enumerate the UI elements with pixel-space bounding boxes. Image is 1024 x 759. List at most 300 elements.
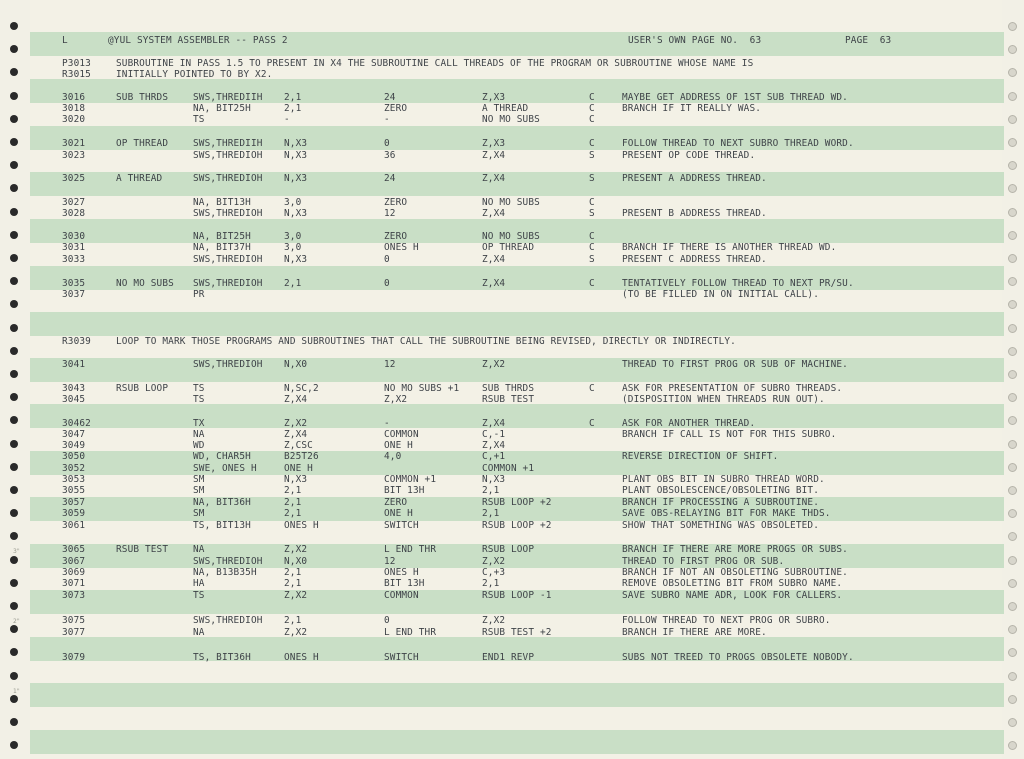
line-number: 3067 [62,556,86,567]
opcode-field: SM [193,485,205,496]
comment-field: BRANCH IF THERE ARE MORE PROGS OR SUBS. [622,544,848,555]
right-feed-hole [1008,463,1017,472]
line-number: 3050 [62,451,86,462]
line-number: 3059 [62,508,86,519]
line-number: 3028 [62,208,86,219]
left-tractor-margin [0,0,30,759]
opcode-field: WD, CHAR5H [193,451,251,462]
operand-c: Z,X3 [482,138,506,149]
opcode-field: NA [193,544,205,555]
right-feed-hole [1008,254,1017,263]
line-number: 3049 [62,440,86,451]
left-feed-hole [10,324,18,332]
left-feed-hole [10,231,18,239]
operand-c: NO MO SUBS [482,231,540,242]
comment-field: REVERSE DIRECTION OF SHIFT. [622,451,779,462]
operand-c: C,-1 [482,429,506,440]
flag-column: C [589,114,595,125]
operand-a: 3,0 [284,197,302,208]
operand-b: 36 [384,150,396,161]
flag-column: C [589,383,595,394]
comment-field: SHOW THAT SOMETHING WAS OBSOLETED. [622,520,820,531]
left-feed-hole [10,416,18,424]
operand-a: ONES H [284,520,319,531]
line-number: 3075 [62,615,86,626]
right-tractor-margin [1002,0,1024,759]
line-number: 3020 [62,114,86,125]
left-feed-hole [10,254,18,262]
right-feed-hole [1008,115,1017,124]
line-number: R3039 [62,336,91,347]
margin-mark-3in: 3" [13,548,20,555]
margin-mark-1in: 1" [13,688,20,695]
operand-b: BIT 13H [384,485,425,496]
left-feed-hole [10,579,18,587]
left-feed-hole [10,370,18,378]
line-number: 3023 [62,150,86,161]
remark-text: LOOP TO MARK THOSE PROGRAMS AND SUBROUTINES THAT CALL THE SUBROUTINE BEING REVISED, DIRECTLY OR INDIRECTLY. [116,336,736,347]
right-feed-hole [1008,231,1017,240]
opcode-field: TS [193,383,205,394]
operand-a: Z,X2 [284,590,308,601]
line-number: 3073 [62,590,86,601]
comment-field: BRANCH IF CALL IS NOT FOR THIS SUBRO. [622,429,837,440]
comment-field: FOLLOW THREAD TO NEXT SUBRO THREAD WORD. [622,138,854,149]
comment-field: PRESENT C ADDRESS THREAD. [622,254,767,265]
right-feed-hole [1008,440,1017,449]
operand-b: SWITCH [384,520,419,531]
operand-a: N,X3 [284,474,308,485]
opcode-field: TS [193,394,205,405]
operand-b: COMMON +1 [384,474,437,485]
opcode-field: NA [193,627,205,638]
operand-a: Z,X2 [284,544,308,555]
operand-a: N,X0 [284,556,308,567]
operand-c: RSUB LOOP +2 [482,497,552,508]
opcode-field: SWS,THREDIOH [193,208,263,219]
operand-b: 0 [384,138,390,149]
left-feed-hole [10,509,18,517]
opcode-field: SWS,THREDIOH [193,556,263,567]
opcode-field: SWS,THREDIOH [193,150,263,161]
flag-column: S [589,173,595,184]
left-feed-hole [10,532,18,540]
operand-c: Z,X4 [482,208,506,219]
right-feed-hole [1008,695,1017,704]
opcode-field: SWS,THREDIOH [193,173,263,184]
assembler-title: @YUL SYSTEM ASSEMBLER -- PASS 2 [108,35,288,46]
operand-c: SUB THRDS [482,383,535,394]
opcode-field: SWS,THREDIOH [193,278,263,289]
left-feed-hole [10,347,18,355]
flag-column: S [589,208,595,219]
left-feed-hole [10,486,18,494]
left-feed-hole [10,22,18,30]
left-feed-hole [10,625,18,633]
line-number: 3077 [62,627,86,638]
operand-b: 0 [384,254,390,265]
operand-c: RSUB TEST +2 [482,627,552,638]
operand-c: Z,X4 [482,418,506,429]
comment-field: BRANCH IF THERE IS ANOTHER THREAD WD. [622,242,837,253]
opcode-field: NA, BIT25H [193,231,251,242]
left-feed-hole [10,115,18,123]
right-feed-hole [1008,486,1017,495]
operand-a: - [284,114,290,125]
operand-c: Z,X3 [482,92,506,103]
remark-text: INITIALLY POINTED TO BY X2. [116,69,273,80]
line-number: 3061 [62,520,86,531]
operand-b: 24 [384,173,396,184]
comment-field: ASK FOR PRESENTATION OF SUBRO THREADS. [622,383,843,394]
location-label: OP THREAD [116,138,169,149]
comment-field: PLANT OBS BIT IN SUBRO THREAD WORD. [622,474,825,485]
operand-c: Z,X4 [482,278,506,289]
comment-field: PRESENT OP CODE THREAD. [622,150,756,161]
operand-c: A THREAD [482,103,529,114]
operand-b: ZERO [384,103,408,114]
operand-a: N,X3 [284,138,308,149]
operand-a: Z,X2 [284,418,308,429]
operand-c: RSUB TEST [482,394,535,405]
operand-b: 12 [384,208,396,219]
greenbar-band [30,126,1004,150]
comment-field: REMOVE OBSOLETING BIT FROM SUBRO NAME. [622,578,843,589]
line-number: 3069 [62,567,86,578]
operand-c: END1 REVP [482,652,535,663]
operand-b: 12 [384,359,396,370]
operand-b: ONE H [384,508,413,519]
comment-field: SAVE OBS-RELAYING BIT FOR MAKE THDS. [622,508,831,519]
opcode-field: HA [193,578,205,589]
right-feed-hole [1008,532,1017,541]
opcode-field: SWS,THREDIOH [193,615,263,626]
operand-a: Z,X4 [284,429,308,440]
right-feed-hole [1008,45,1017,54]
location-label: RSUB LOOP [116,383,169,394]
opcode-field: TS [193,590,205,601]
operand-c: N,X3 [482,474,506,485]
right-feed-hole [1008,741,1017,750]
operand-b: 24 [384,92,396,103]
operand-b: ONES H [384,567,419,578]
right-feed-hole [1008,161,1017,170]
opcode-field: TS, BIT13H [193,520,251,531]
line-number: 3065 [62,544,86,555]
operand-a: Z,CSC [284,440,313,451]
flag-column: C [589,103,595,114]
left-feed-hole [10,648,18,656]
opcode-field: TX [193,418,205,429]
line-number: 3055 [62,485,86,496]
opcode-field: NA, BIT37H [193,242,251,253]
operand-c: NO MO SUBS [482,114,540,125]
location-label: NO MO SUBS [116,278,174,289]
comment-field: THREAD TO FIRST PROG OR SUB OF MACHINE. [622,359,848,370]
operand-a: Z,X2 [284,627,308,638]
operand-a: 2,1 [284,508,302,519]
right-feed-hole [1008,370,1017,379]
opcode-field: SWE, ONES H [193,463,257,474]
line-number: 30462 [62,418,91,429]
right-feed-hole [1008,324,1017,333]
line-number: 3025 [62,173,86,184]
operand-c: Z,X2 [482,359,506,370]
operand-b: 12 [384,556,396,567]
operand-a: 2,1 [284,103,302,114]
operand-b: 0 [384,615,390,626]
flag-column: C [589,138,595,149]
operand-a: Z,X4 [284,394,308,405]
flag-column: C [589,92,595,103]
operand-c: RSUB LOOP [482,544,535,555]
right-feed-hole [1008,22,1017,31]
line-number: 3033 [62,254,86,265]
comment-field: THREAD TO FIRST PROG OR SUB. [622,556,785,567]
operand-b: 4,0 [384,451,402,462]
operand-a: 2,1 [284,578,302,589]
operand-c: Z,X4 [482,254,506,265]
operand-a: N,SC,2 [284,383,319,394]
greenbar-band [30,358,1004,382]
right-feed-hole [1008,68,1017,77]
comment-field: SUBS NOT TREED TO PROGS OBSOLETE NOBODY. [622,652,854,663]
greenbar-band [30,404,1004,428]
opcode-field: NA, BIT13H [193,197,251,208]
operand-b: ZERO [384,197,408,208]
operand-c: 2,1 [482,578,500,589]
left-feed-hole [10,602,18,610]
operand-a: N,X3 [284,173,308,184]
line-number: 3045 [62,394,86,405]
comment-field: FOLLOW THREAD TO NEXT PROG OR SUBRO. [622,615,831,626]
opcode-field: SWS,THREDIOH [193,359,263,370]
left-feed-hole [10,208,18,216]
operand-b: COMMON [384,590,419,601]
left-feed-hole [10,741,18,749]
location-label: SUB THRDS [116,92,169,103]
operand-c: Z,X4 [482,440,506,451]
comment-field: BRANCH IF IT REALLY WAS. [622,103,762,114]
comment-field: PRESENT A ADDRESS THREAD. [622,173,767,184]
operand-b: ONES H [384,242,419,253]
operand-b: Z,X2 [384,394,408,405]
comment-field: TENTATIVELY FOLLOW THREAD TO NEXT PR/SU. [622,278,854,289]
right-feed-hole [1008,718,1017,727]
operand-a: 3,0 [284,231,302,242]
operand-b: ZERO [384,497,408,508]
operand-c: 2,1 [482,485,500,496]
margin-mark-2in: 2" [13,618,20,625]
right-feed-hole [1008,277,1017,286]
comment-field: BRANCH IF THERE ARE MORE. [622,627,767,638]
flag-column: C [589,242,595,253]
right-feed-hole [1008,556,1017,565]
operand-b: ONE H [384,440,413,451]
operand-a: 2,1 [284,278,302,289]
comment-field: PLANT OBSOLESCENCE/OBSOLETING BIT. [622,485,820,496]
operand-b: - [384,114,390,125]
greenbar-band [30,172,1004,196]
opcode-field: SWS,THREDIIH [193,138,263,149]
line-number: 3016 [62,92,86,103]
operand-a: ONES H [284,652,319,663]
left-feed-hole [10,138,18,146]
operand-c: RSUB LOOP -1 [482,590,552,601]
operand-c: C,+1 [482,451,506,462]
operand-c: 2,1 [482,508,500,519]
opcode-field: SM [193,508,205,519]
left-feed-hole [10,277,18,285]
right-feed-hole [1008,602,1017,611]
line-number: 3043 [62,383,86,394]
operand-a: B25T26 [284,451,319,462]
right-feed-hole [1008,509,1017,518]
line-number: 3018 [62,103,86,114]
operand-c: Z,X2 [482,615,506,626]
right-feed-hole [1008,672,1017,681]
location-label: RSUB TEST [116,544,169,555]
comment-field: (TO BE FILLED IN ON INITIAL CALL). [622,289,820,300]
operand-a: 2,1 [284,92,302,103]
flag-column: S [589,254,595,265]
operand-a: N,X3 [284,150,308,161]
right-feed-hole [1008,92,1017,101]
line-number: 3021 [62,138,86,149]
line-number: 3057 [62,497,86,508]
greenbar-band [30,266,1004,290]
left-feed-hole [10,556,18,564]
left-feed-hole [10,300,18,308]
operand-a: 2,1 [284,485,302,496]
comment-field: SAVE SUBRO NAME ADR, LOOK FOR CALLERS. [622,590,843,601]
flag-column: C [589,418,595,429]
operand-a: ONE H [284,463,313,474]
right-feed-hole [1008,579,1017,588]
left-feed-hole [10,393,18,401]
comment-field: MAYBE GET ADDRESS OF 1ST SUB THREAD WD. [622,92,848,103]
operand-b: L END THR [384,544,437,555]
right-feed-hole [1008,393,1017,402]
operand-b: - [384,418,390,429]
opcode-field: NA, BIT36H [193,497,251,508]
operand-a: 2,1 [284,615,302,626]
right-feed-hole [1008,208,1017,217]
operand-c: OP THREAD [482,242,535,253]
line-number: 3052 [62,463,86,474]
line-number: 3037 [62,289,86,300]
operand-c: Z,X4 [482,150,506,161]
left-feed-hole [10,184,18,192]
comment-field: BRANCH IF PROCESSING A SUBROUTINE. [622,497,820,508]
right-feed-hole [1008,416,1017,425]
operand-b: ZERO [384,231,408,242]
line-number: 3041 [62,359,86,370]
page-number: PAGE 63 [845,35,892,46]
line-number: R3015 [62,69,91,80]
left-feed-hole [10,718,18,726]
operand-a: 2,1 [284,497,302,508]
listing-header [0,35,892,46]
opcode-field: TS [193,114,205,125]
line-number: 3027 [62,197,86,208]
operand-c: NO MO SUBS [482,197,540,208]
operand-c: COMMON +1 [482,463,535,474]
right-feed-hole [1008,138,1017,147]
line-number: 3031 [62,242,86,253]
greenbar-band [30,730,1004,754]
header-left-mark: L [62,35,68,46]
operand-a: N,X3 [284,208,308,219]
operand-b: L END THR [384,627,437,638]
opcode-field: SM [193,474,205,485]
operand-a: 2,1 [284,567,302,578]
operand-b: 0 [384,278,390,289]
opcode-field: NA, BIT25H [193,103,251,114]
right-feed-hole [1008,648,1017,657]
greenbar-band [30,312,1004,336]
operand-b: BIT 13H [384,578,425,589]
right-feed-hole [1008,300,1017,309]
operand-a: N,X0 [284,359,308,370]
right-feed-hole [1008,347,1017,356]
left-feed-hole [10,440,18,448]
opcode-field: NA, B13B35H [193,567,257,578]
line-number: 3035 [62,278,86,289]
remark-text: SUBROUTINE IN PASS 1.5 TO PRESENT IN X4 THE SUBROUTINE CALL THREADS OF THE PROGRAM OR SUBROUTINE WHOSE NAME IS [116,58,754,69]
line-number: 3079 [62,652,86,663]
operand-b: SWITCH [384,652,419,663]
left-feed-hole [10,161,18,169]
operand-c: RSUB LOOP +2 [482,520,552,531]
operand-a: 3,0 [284,242,302,253]
operand-c: C,+3 [482,567,506,578]
comment-field: BRANCH IF NOT AN OBSOLETING SUBROUTINE. [622,567,848,578]
flag-column: C [589,197,595,208]
comment-field: ASK FOR ANOTHER THREAD. [622,418,756,429]
right-feed-hole [1008,625,1017,634]
flag-column: S [589,150,595,161]
line-number: 3047 [62,429,86,440]
operand-b: COMMON [384,429,419,440]
operand-c: Z,X2 [482,556,506,567]
operand-a: N,X3 [284,254,308,265]
user-page-number: USER'S OWN PAGE NO. 63 [628,35,762,46]
line-number: 3071 [62,578,86,589]
opcode-field: SWS,THREDIOH [193,254,263,265]
operand-c: Z,X4 [482,173,506,184]
line-number: 3030 [62,231,86,242]
flag-column: C [589,278,595,289]
right-feed-hole [1008,184,1017,193]
greenbar-band [30,683,1004,707]
line-number: 3053 [62,474,86,485]
line-number: P3013 [62,58,91,69]
opcode-field: PR [193,289,205,300]
left-feed-hole [10,672,18,680]
opcode-field: TS, BIT36H [193,652,251,663]
opcode-field: SWS,THREDIIH [193,92,263,103]
left-feed-hole [10,463,18,471]
location-label: A THREAD [116,173,163,184]
opcode-field: NA [193,429,205,440]
comment-field: PRESENT B ADDRESS THREAD. [622,208,767,219]
opcode-field: WD [193,440,205,451]
greenbar-band [30,79,1004,103]
operand-b: NO MO SUBS +1 [384,383,460,394]
left-feed-hole [10,695,18,703]
comment-field: (DISPOSITION WHEN THREADS RUN OUT). [622,394,825,405]
